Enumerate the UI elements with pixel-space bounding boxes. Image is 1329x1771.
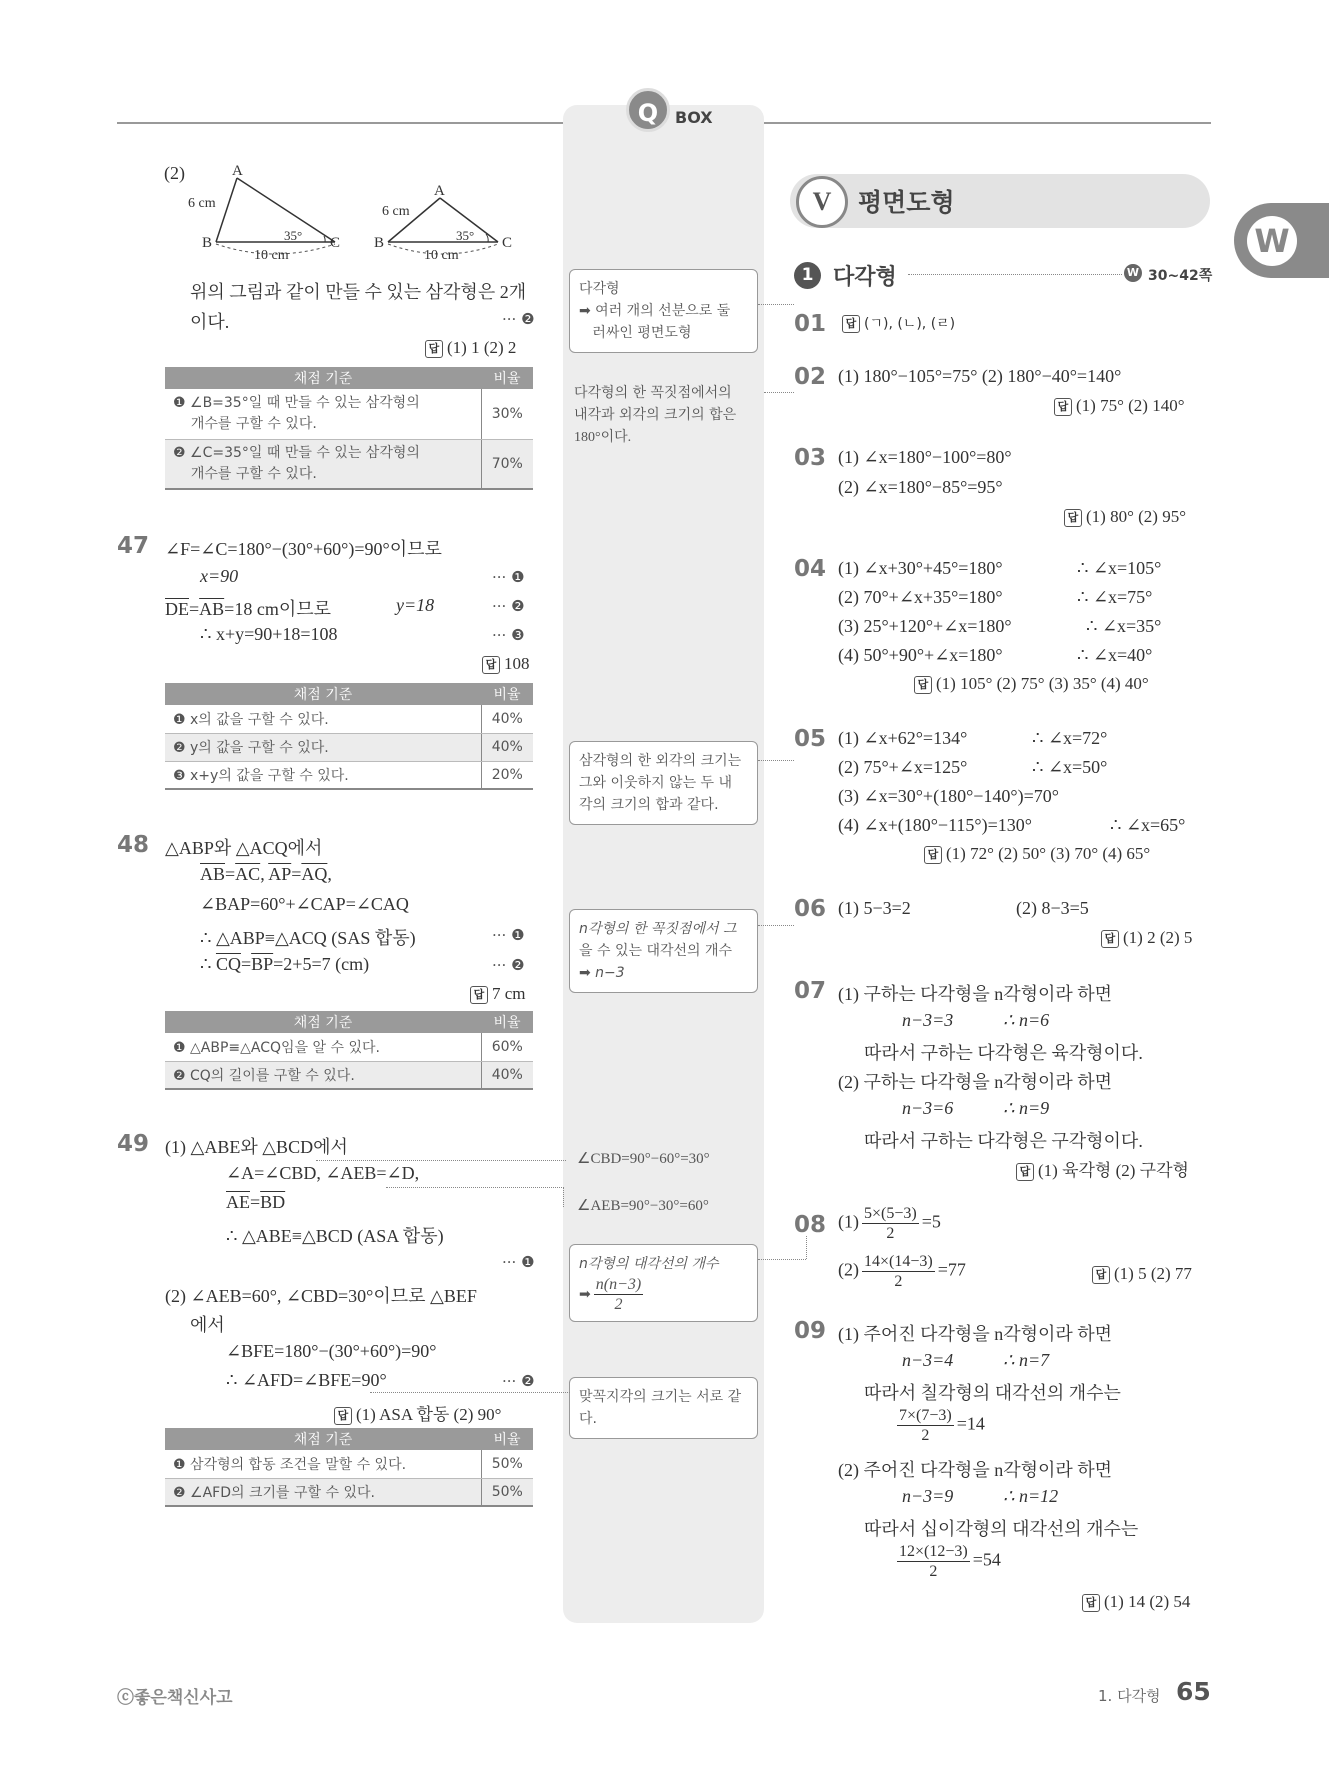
table-header: 비율 [481, 367, 533, 389]
p07-line6: 따라서 구하는 다각형은 구각형이다. [864, 1131, 1143, 1151]
answer-icon: 답 [914, 676, 932, 694]
answer-icon: 답 [1064, 509, 1082, 527]
fig1-base: 10 cm [254, 248, 289, 263]
table-cell: 50% [481, 1478, 533, 1506]
p47-mark2: ··· ❷ [492, 597, 525, 615]
p09-answer: 답 (1) 14 (2) 54 [1082, 1592, 1190, 1612]
p07-line4: (2) 구하는 다각형을 n각형이라 하면 [838, 1072, 1113, 1092]
table-row: ❷ ∠AFD의 크기를 구할 수 있다. [165, 1478, 481, 1506]
table-row: ❶ 삼각형의 합동 조건을 말할 수 있다. [165, 1450, 481, 1478]
p48-line3: ∠BAP=60°+∠CAP=∠CAQ [200, 894, 409, 914]
p04-answer: 답 (1) 105° (2) 75° (3) 35° (4) 40° [914, 674, 1149, 694]
header-rule-left [117, 122, 563, 124]
p09-frac2: $\frac{12\times(12-3)}{2}$ =54 [899, 1543, 1001, 1580]
p04-row2: (2) 70°+∠x+35°=180° [838, 587, 1003, 607]
problem-number-05: 05 [794, 726, 827, 752]
fig2-vertex-b: B [374, 235, 385, 251]
table-row: ❶ x의 값을 구할 수 있다. [165, 705, 481, 733]
chapter-roman: V [796, 176, 848, 228]
qbox-note-vertical-angles: 맞꼭지각의 크기는 서로 같 다. [569, 1377, 758, 1439]
fig1-vertex-c: C [330, 235, 341, 251]
p46-line1: 위의 그림과 같이 만들 수 있는 삼각형은 2개 [190, 282, 527, 302]
fig1-angle: 35° [284, 228, 303, 243]
table-cell: 30% [481, 389, 533, 439]
p49-line7: ∠BFE=180°−(30°+60°)=90° [226, 1341, 437, 1361]
table-row: ❶ △ABP≡△ACQ임을 알 수 있다. [165, 1033, 481, 1061]
connector [758, 925, 794, 926]
answer-icon: 답 [1054, 398, 1072, 416]
p04-row1: (1) ∠x+30°+45°=180° [838, 558, 1003, 578]
p05-row1-result: ∴ ∠x=72° [1032, 728, 1108, 748]
qbox-note-aeb: ∠AEB=90°−30°=60° [577, 1198, 709, 1214]
problem-number-48: 48 [117, 832, 150, 858]
section-leader [908, 274, 1122, 275]
p03-line2: (2) ∠x=180°−85°=95° [838, 477, 1003, 497]
p46-answer: 답 (1) 1 (2) 2 [425, 338, 516, 358]
table-cell: 50% [481, 1450, 533, 1478]
p09-line5a: n−3=9 [902, 1486, 954, 1506]
p08-line1: (1) $\frac{5\times(5-3)}{2}$ =5 [838, 1205, 941, 1242]
answer-icon: 답 [1092, 1266, 1110, 1284]
fig2-vertex-c: C [502, 235, 513, 251]
fig2-angle: 35° [456, 228, 475, 243]
p48-mark1: ··· ❶ [492, 926, 525, 944]
answer-icon: 답 [1016, 1163, 1034, 1181]
p48-line4: ∴ △ABP≡△ACQ (SAS 합동) [200, 928, 416, 948]
problem-number-02: 02 [794, 364, 827, 390]
p47-mark3: ··· ❸ [492, 626, 525, 644]
p07-line1: (1) 구하는 다각형을 n각형이라 하면 [838, 984, 1113, 1004]
fig1-side: 6 cm [188, 196, 216, 211]
table-row: ❷ ∠C=35°일 때 만들 수 있는 삼각형의 개수를 구할 수 있다. [165, 439, 481, 489]
p07-line2a: n−3=3 [902, 1010, 954, 1030]
p09-line2b: ∴ n=7 [1003, 1350, 1050, 1370]
page-number: 65 [1176, 1677, 1211, 1706]
p47-mark1: ··· ❶ [492, 568, 525, 586]
p09-line4: (2) 주어진 다각형을 n각형이라 하면 [838, 1460, 1113, 1480]
p03-line1: (1) ∠x=180°−100°=80° [838, 447, 1012, 467]
connector [370, 1392, 570, 1393]
table-cell: 40% [481, 1061, 533, 1089]
problem-number-08: 08 [794, 1212, 827, 1238]
p04-row1-result: ∴ ∠x=105° [1077, 558, 1162, 578]
table-cell: 40% [481, 733, 533, 761]
p49-line2: ∠A=∠CBD, ∠AEB=∠D, [226, 1163, 420, 1183]
p47-answer: 답 108 [482, 654, 530, 674]
table-cell: 20% [481, 761, 533, 789]
publisher-logo: ⓒ좋은책신사고 [117, 1688, 233, 1708]
section-title: 다각형 [833, 265, 897, 290]
p48-score-table [165, 1011, 533, 1090]
p04-row4: (4) 50°+90°+∠x=180° [838, 645, 1003, 665]
fig2-base: 10 cm [424, 248, 459, 263]
section-ref-w-icon: W [1124, 264, 1142, 282]
p08-line2: (2) $\frac{14\times(14-3)}{2}$ =77 [838, 1253, 966, 1290]
problem-number-47: 47 [117, 533, 150, 559]
table-header: 채점 기준 [165, 1428, 481, 1450]
table-header: 비율 [481, 1428, 533, 1450]
p07-answer: 답 (1) 육각형 (2) 구각형 [1016, 1156, 1189, 1181]
p06-line1a: (1) 5−3=2 [838, 898, 911, 918]
problem-number-06: 06 [794, 896, 827, 922]
p03-answer: 답 (1) 80° (2) 95° [1064, 507, 1186, 527]
p06-answer: 답 (1) 2 (2) 5 [1101, 928, 1192, 948]
table-cell: 70% [481, 439, 533, 489]
p49-line6: 에서 [190, 1315, 225, 1335]
p07-line5b: ∴ n=9 [1003, 1098, 1050, 1118]
p08-answer: 답 (1) 5 (2) 77 [1092, 1264, 1192, 1284]
answer-icon: 답 [1101, 930, 1119, 948]
p49-line3: $\overline{AE}=\overline{BD}$ [226, 1192, 286, 1212]
p47-y: y=18 [396, 595, 435, 615]
problem-number-07: 07 [794, 978, 827, 1004]
table-header: 채점 기준 [165, 367, 481, 389]
connector [758, 304, 794, 305]
p48-line5: ∴ $\overline{CQ}=\overline{BP}=2+5=7$ (cm) [200, 954, 370, 974]
p02-answer: 답 (1) 75° (2) 140° [1054, 396, 1185, 416]
p49-line1: (1) △ABE와 △BCD에서 [165, 1137, 348, 1157]
problem-number-09: 09 [794, 1318, 827, 1344]
p48-mark2: ··· ❷ [492, 956, 525, 974]
p46-mark2: ··· ❷ [502, 310, 535, 328]
table-row: ❷ CQ의 길이를 구할 수 있다. [165, 1061, 481, 1089]
p05-row4: (4) ∠x+(180°−115°)=130° [838, 815, 1032, 835]
p47-line2: x=90 [200, 566, 239, 586]
fig2-side: 6 cm [382, 204, 410, 219]
p07-line3: 따라서 구하는 다각형은 육각형이다. [864, 1043, 1143, 1063]
p04-row3: (3) 25°+120°+∠x=180° [838, 616, 1012, 636]
p01-answer: 답 (ㄱ), (ㄴ), (ㄹ) [842, 313, 955, 333]
connector [563, 1187, 564, 1207]
table-cell: 40% [481, 705, 533, 733]
chapter-title: 평면도형 [858, 188, 955, 217]
p09-line2a: n−3=4 [902, 1350, 954, 1370]
p04-row4-result: ∴ ∠x=40° [1077, 645, 1153, 665]
p46-score-table [165, 367, 533, 490]
table-header: 비율 [481, 1011, 533, 1033]
p09-line1: (1) 주어진 다각형을 n각형이라 하면 [838, 1324, 1113, 1344]
fig1-vertex-b: B [202, 235, 213, 251]
p05-row2: (2) 75°+∠x=125° [838, 757, 968, 777]
p48-line1: △ABP와 △ACQ에서 [165, 838, 323, 858]
problem-number-01: 01 [794, 311, 827, 337]
answer-icon: 답 [482, 656, 500, 674]
p09-frac1: $\frac{7\times(7-3)}{2}$ =14 [899, 1407, 985, 1444]
p09-line6: 따라서 십이각형의 대각선의 개수는 [864, 1519, 1139, 1539]
answer-icon: 답 [842, 315, 860, 333]
p46-label: (2) [164, 163, 185, 183]
footer-chapter: 1. 다각형 [1098, 1687, 1161, 1705]
qbox-logo: Q [626, 88, 670, 132]
p48-answer: 답 7 cm [470, 984, 526, 1004]
fig2-vertex-a: A [434, 183, 445, 199]
side-tab-w-icon: W [1247, 216, 1297, 266]
table-row: ❸ x+y의 값을 구할 수 있다. [165, 761, 481, 789]
p05-row3: (3) ∠x=30°+(180°−140°)=70° [838, 786, 1059, 806]
p04-row2-result: ∴ ∠x=75° [1077, 587, 1153, 607]
p49-mark1: ··· ❶ [502, 1253, 535, 1271]
qbox-note-cbd: ∠CBD=90°−60°=30° [577, 1151, 710, 1167]
connector [758, 760, 794, 761]
p49-line5: (2) ∠AEB=60°, ∠CBD=30°이므로 △BEF [165, 1286, 477, 1306]
table-cell: 60% [481, 1033, 533, 1061]
answer-icon: 답 [924, 846, 942, 864]
header-rule-right [764, 122, 1211, 124]
qbox-note-diagonal-count: n각형의 대각선의 개수 ➡ $\frac{n(n-3)}{2}$ [569, 1244, 758, 1322]
connector [758, 1259, 806, 1260]
p47-line1: ∠F=∠C=180°−(30°+60°)=90°이므로 [165, 539, 442, 559]
p05-row2-result: ∴ ∠x=50° [1032, 757, 1108, 777]
qbox-label: BOX [675, 108, 713, 127]
p04-row3-result: ∴ ∠x=35° [1086, 616, 1162, 636]
section-number: 1 [794, 262, 821, 289]
answer-icon: 답 [334, 1407, 352, 1425]
fig1-vertex-a: A [232, 163, 243, 179]
connector [806, 1236, 807, 1259]
qbox-note-diagonals-from-vertex: n각형의 한 꼭짓점에서 그 을 수 있는 대각선의 개수 ➡ n−3 [569, 909, 758, 993]
answer-icon: 답 [1082, 1594, 1100, 1612]
p49-line8: ∴ ∠AFD=∠BFE=90° [226, 1370, 387, 1390]
p49-mark2: ··· ❷ [502, 1372, 535, 1390]
problem-number-04: 04 [794, 556, 827, 582]
p49-line4: ∴ △ABE≡△BCD (ASA 합동) [226, 1226, 444, 1246]
p46-line2: 이다. [190, 312, 230, 332]
section-ref: 30~42쪽 [1148, 268, 1213, 284]
p05-row1: (1) ∠x+62°=134° [838, 728, 968, 748]
table-header: 채점 기준 [165, 683, 481, 705]
qbox-note-angle-sum: 다각형의 한 꼭짓점에서의 내각과 외각의 크기의 합은 180°이다. [574, 385, 737, 445]
table-header: 비율 [481, 683, 533, 705]
qbox-note-polygon: 다각형 ➡ 여러 개의 선분으로 둘 러싸인 평면도형 [569, 269, 758, 353]
connector [764, 392, 794, 393]
problem-number-49: 49 [117, 1131, 150, 1157]
p09-line5b: ∴ n=12 [1003, 1486, 1059, 1506]
p09-line3: 따라서 칠각형의 대각선의 개수는 [864, 1383, 1121, 1403]
p07-line5a: n−3=6 [902, 1098, 954, 1118]
table-row: ❶ ∠B=35°일 때 만들 수 있는 삼각형의 개수를 구할 수 있다. [165, 389, 481, 439]
answer-icon: 답 [425, 340, 443, 358]
p06-line1b: (2) 8−3=5 [1016, 898, 1089, 918]
p47-score-table [165, 683, 533, 790]
p07-line2b: ∴ n=6 [1003, 1010, 1050, 1030]
p05-answer: 답 (1) 72° (2) 50° (3) 70° (4) 65° [924, 844, 1150, 864]
table-row: ❷ y의 값을 구할 수 있다. [165, 733, 481, 761]
answer-icon: 답 [470, 986, 488, 1004]
p48-line2: $\overline{AB}=\overline{AC}$, $\overline{AP}=\overline{AQ}$, [200, 864, 332, 884]
p47-line4: ∴ x+y=90+18=108 [200, 624, 338, 644]
p05-row4-result: ∴ ∠x=65° [1110, 815, 1186, 835]
p49-score-table [165, 1428, 533, 1507]
connector [386, 1187, 564, 1188]
qbox-note-exterior-angle: 삼각형의 한 외각의 크기는 그와 이웃하지 않는 두 내 각의 크기의 합과 같다. [569, 741, 758, 825]
p49-answer: 답 (1) ASA 합동 (2) 90° [334, 1400, 501, 1425]
table-header: 채점 기준 [165, 1011, 481, 1033]
chapter-banner [790, 174, 1210, 228]
problem-number-03: 03 [794, 445, 827, 471]
connector [316, 1160, 566, 1161]
p02-line1: (1) 180°−105°=75° (2) 180°−40°=140° [838, 366, 1122, 386]
p47-line3: $\overline{DE}=\overline{AB}=18$ cm이므로 [165, 599, 331, 619]
